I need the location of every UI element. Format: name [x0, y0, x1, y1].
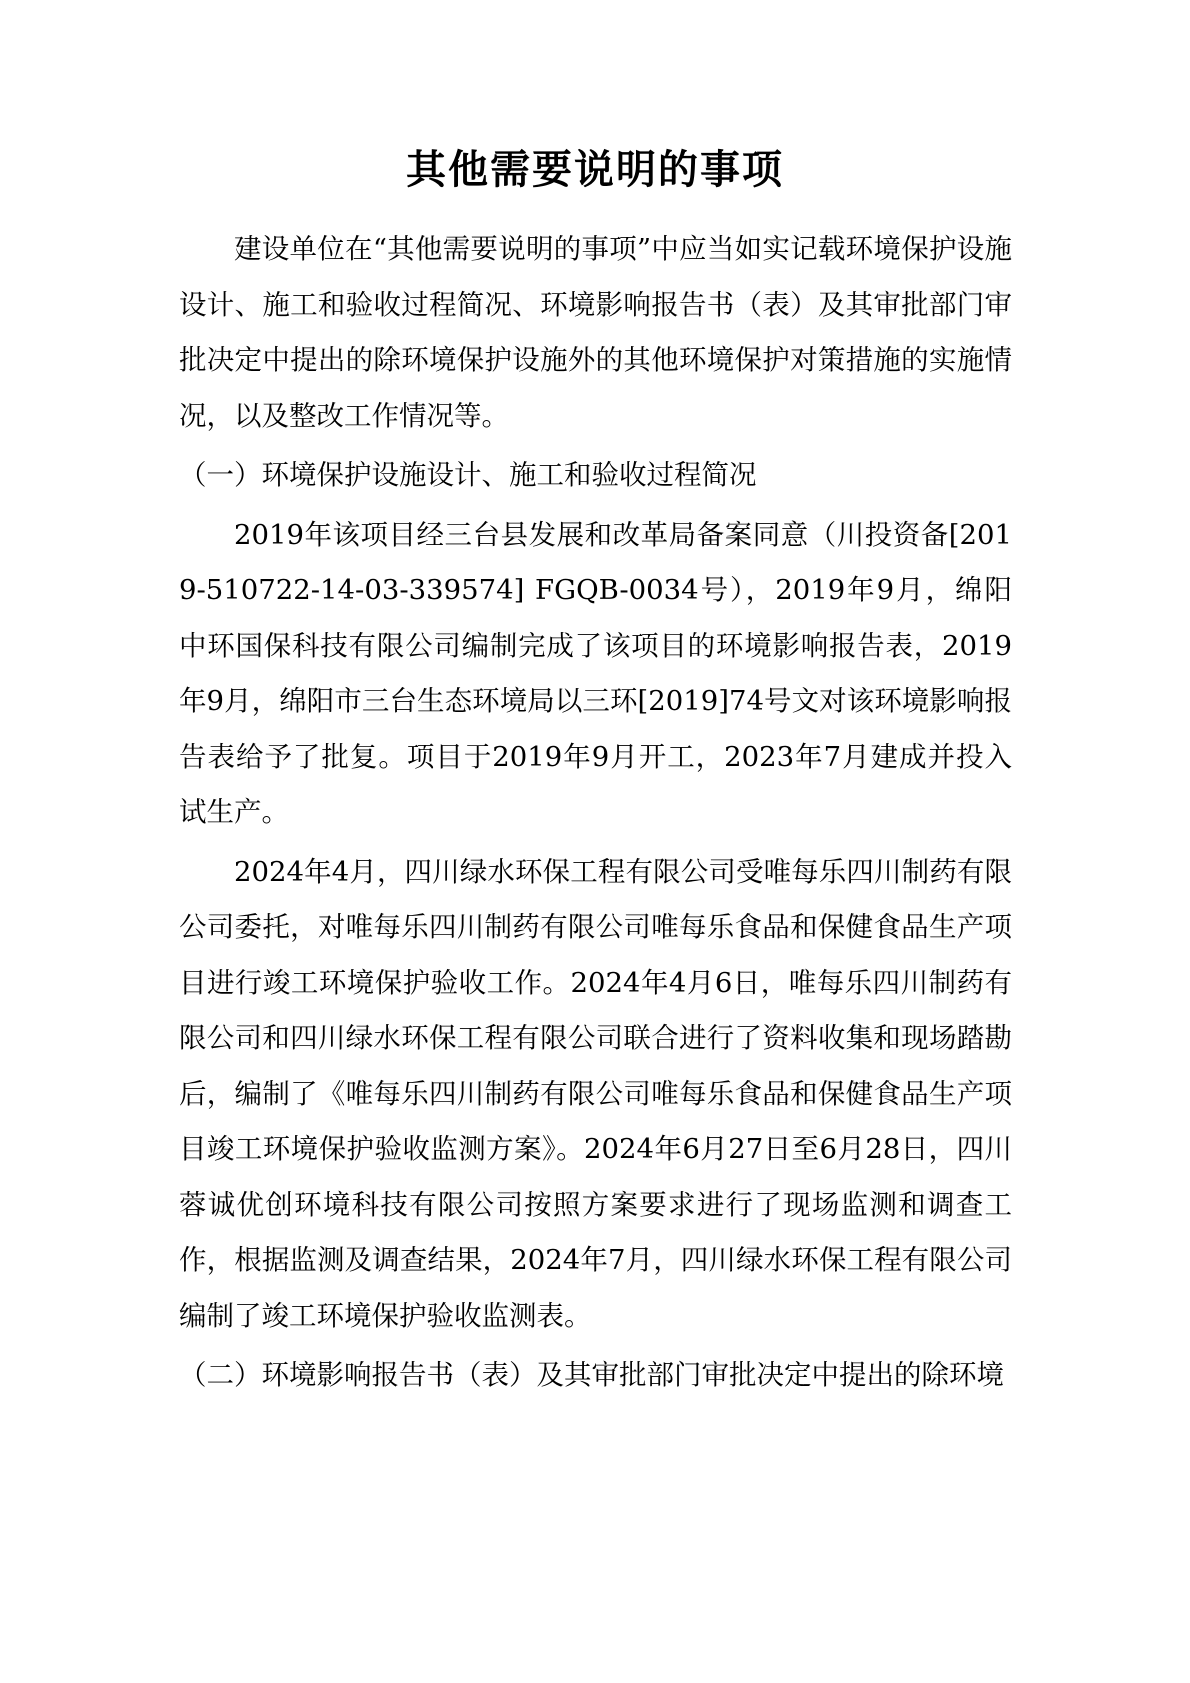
section-1-paragraph-2: 2024年4月，四川绿水环保工程有限公司受唯每乐四川制药有限公司委托，对唯每乐四川制药有限公司唯每乐食品和保健食品生产项目进行竣工环境保护验收工作。2024年4月6日，唯每乐四川制药有限公司和四川绿水环保工程有限公司联合进行了资料收集和现场踏勘后，编制了《唯每乐四川制药有限公司唯每乐食品和保健食品生产项目竣工环境保护验收监测方案》。2024年6月27日至6月28日，四川蓉诚优创环境科技有限公司按照方案要求进行了现场监测和调查工作，根据监测及调查结果，2024年7月，四川绿水环保工程有限公司编制了竣工环境保护验收监测表。: [179, 855, 1012, 1332]
page-title: 其他需要说明的事项: [406, 146, 784, 193]
section-1-paragraph-1: 2019年该项目经三台县发展和改革局备案同意（川投资备[2019-510722-14-03-339574] FGQB-0034号），2019年9月，绵阳中环国保科技有限公司编制完成了该项目的环境影响报告表，2019年9月，绵阳市三台生态环境局以三环[2019]74号文对该环境影响报告表给予了批复。项目于2019年9月开工，2023年7月建成并投入试生产。: [179, 518, 1012, 828]
document-body: [179, 222, 1012, 1404]
intro-paragraph: 建设单位在“其他需要说明的事项”中应当如实记载环境保护设施设计、施工和验收过程简况、环境影响报告书（表）及其审批部门审批决定中提出的除环境保护设施外的其他环境保护对策措施的实施情况，以及整改工作情况等。: [179, 233, 1012, 432]
section-2-heading: （二）环境影响报告书（表）及其审批部门审批决定中提出的除环境: [179, 1359, 1004, 1391]
section-1-heading: （一）环境保护设施设计、施工和验收过程简况: [179, 459, 757, 491]
